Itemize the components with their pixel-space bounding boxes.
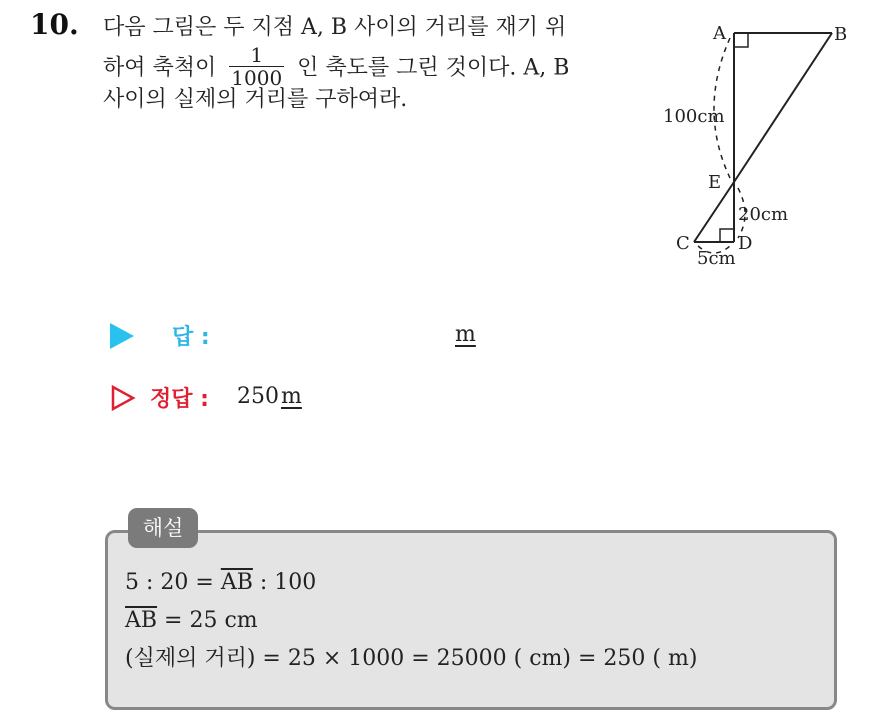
length-cd: 5cm: [697, 248, 736, 269]
label-c: C: [676, 233, 690, 254]
label-b: B: [834, 24, 848, 45]
question-number: 10.: [30, 8, 79, 41]
correct-answer-label: 정답 :: [150, 387, 209, 412]
right-angle-d: [720, 229, 734, 242]
question-line-2: [103, 43, 643, 90]
correct-answer-value: [237, 384, 302, 409]
question-line-2-before: 하여 축척이: [103, 55, 217, 81]
geometry-figure: [650, 10, 870, 275]
question-line-2-after: 인 축도를 그린 것이다. A, B: [297, 55, 570, 81]
question-text: [103, 10, 643, 118]
correct-value-number: 250: [237, 384, 279, 409]
explanation-line-2: [125, 604, 697, 642]
segment-be: [734, 33, 832, 182]
explanation-line-3: (실제의 거리) = 25 × 1000 = 25000 ( cm) = 250 ( m): [125, 646, 698, 671]
length-ae: 100cm: [663, 106, 725, 127]
eq2-ab-overline: $\overline{AB}$: [125, 608, 158, 633]
explanation-tab: 해설: [128, 508, 198, 548]
label-a: A: [713, 23, 726, 44]
explanation-line-1: [125, 566, 697, 604]
question-line-3: 사이의 실제의 거리를 구하여라.: [103, 87, 408, 112]
label-e: E: [708, 172, 722, 193]
label-d: D: [738, 233, 753, 254]
play-outline-icon: [110, 384, 136, 412]
question-line-1: 다음 그림은 두 지점 A, B 사이의 거리를 재기 위: [103, 15, 567, 40]
fraction-denominator: 1000: [231, 66, 283, 90]
answer-unit: m: [455, 322, 476, 347]
eq2-right: = 25 cm: [157, 608, 258, 633]
eq1-ab-overline: $\overline{AB}$: [220, 570, 253, 595]
eq1-right: : 100: [252, 570, 317, 595]
explanation-content: [125, 566, 697, 680]
fraction-numerator: 1: [229, 44, 284, 67]
right-angle-a: [734, 33, 748, 47]
answer-row: [110, 318, 530, 354]
correct-value-unit: m: [281, 384, 302, 409]
answer-label: 답 :: [172, 325, 210, 350]
correct-answer-row: [110, 380, 530, 416]
length-ed: 20cm: [738, 204, 789, 225]
play-filled-icon: [110, 323, 134, 349]
eq1-left: 5 : 20 =: [125, 570, 221, 595]
